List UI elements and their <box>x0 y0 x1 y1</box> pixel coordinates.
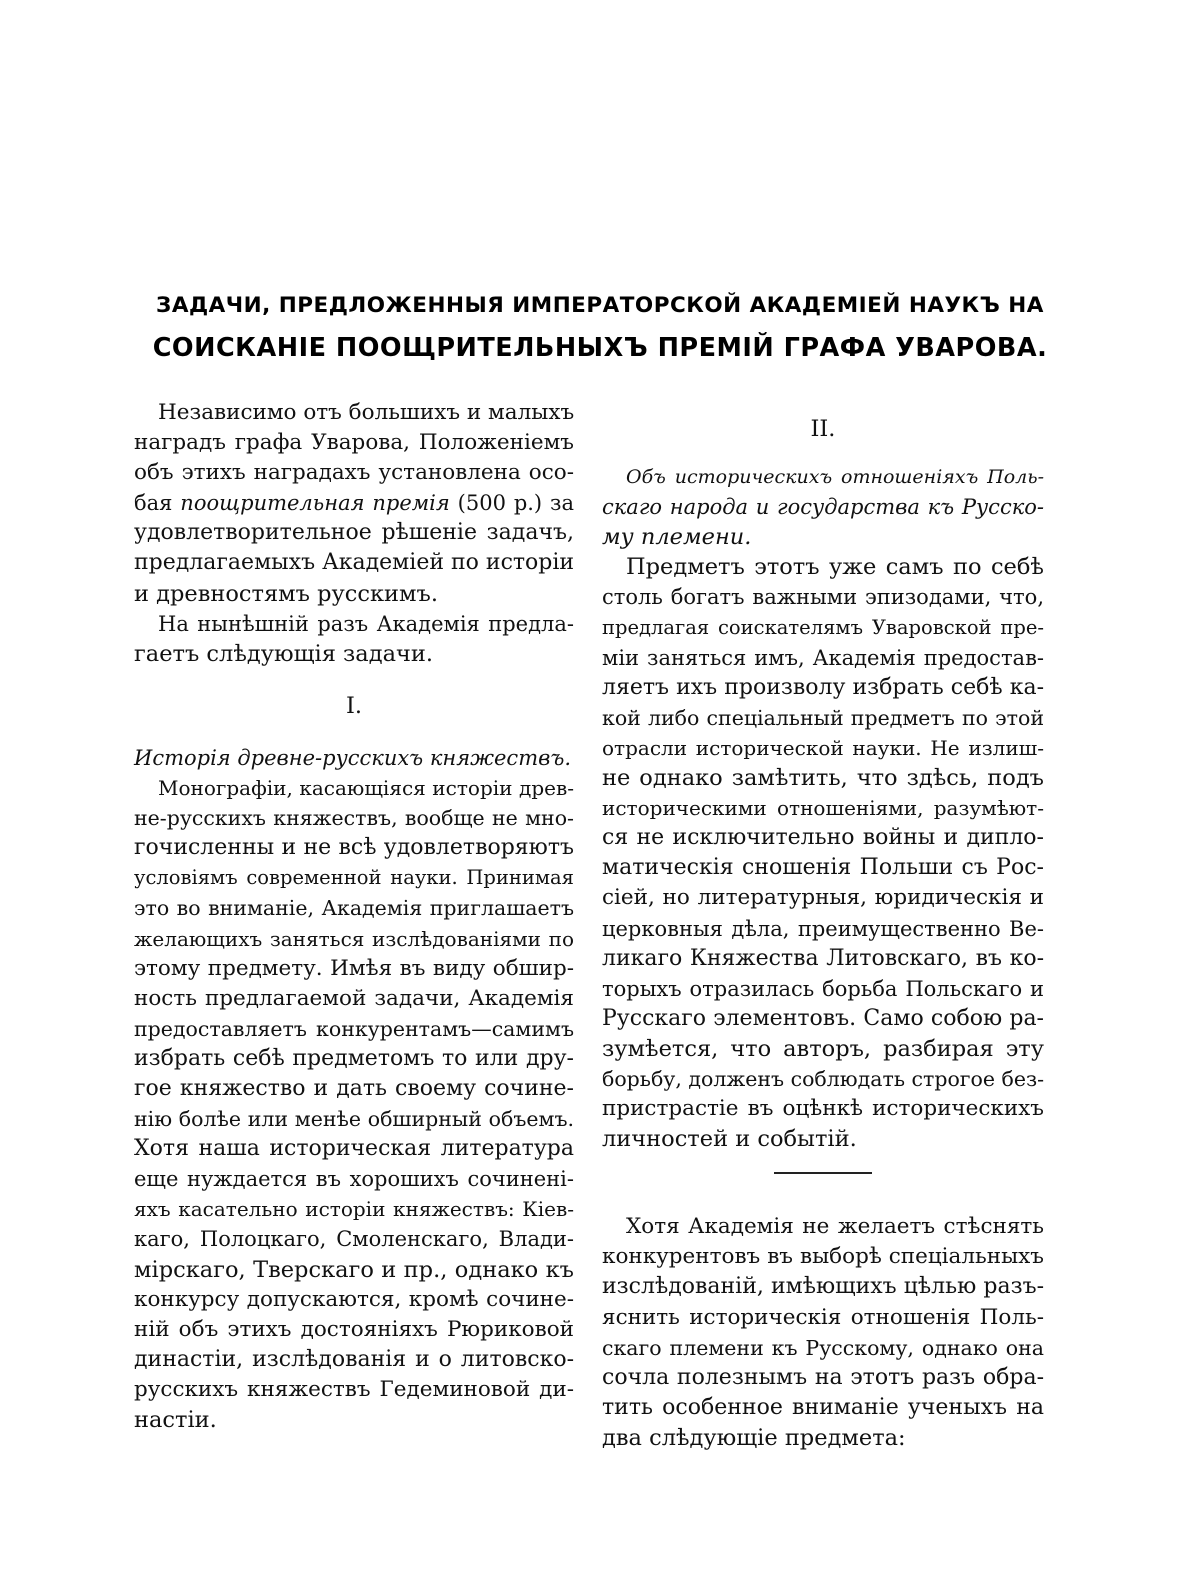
text-line: На нынѣшній разъ Академія предла- <box>158 611 574 636</box>
text-line: изслѣдованій, имѣющихъ цѣлью разъ- <box>602 1274 1044 1300</box>
text-line: это во вниманіе, Академія приглашаетъ <box>134 896 574 921</box>
text-line: матическія сношенія Польши съ Рос- <box>602 855 1044 881</box>
text-line: гаетъ слѣдующія задачи. <box>134 640 434 667</box>
text-line: Хотя Академія не желаетъ стѣснять <box>626 1214 1044 1240</box>
text-line: династіи, изслѣдованія и о литовско- <box>134 1346 574 1372</box>
text-line: ликаго Княжества Литовскаго, въ ко- <box>602 945 1044 971</box>
text-line: скаго племени къ Русскому, однако она <box>602 1335 1044 1360</box>
text-line: Предметъ этотъ уже самъ по себѣ <box>626 554 1044 581</box>
text-line: каго, Полоцкаго, Смоленскаго, Влади- <box>134 1227 574 1252</box>
text-line: русскихъ княжествъ Гедеминовой ди- <box>134 1376 574 1402</box>
text-line: наградъ графа Уварова, Положеніемъ <box>134 430 574 456</box>
text-line: ній объ этихъ достояніяхъ Рюриковой <box>134 1316 574 1342</box>
right-column <box>602 398 1044 1453</box>
text-line: удовлетворительное рѣшеніе задачъ, <box>134 520 574 546</box>
emphasis-text: поощрительная премія <box>180 491 450 516</box>
text-line: историческими отношеніями, разумѣют- <box>602 796 1044 821</box>
text-line: гочисленны и не всѣ удовлетворяютъ <box>134 835 574 861</box>
text-line: настіи. <box>134 1407 217 1433</box>
section-title-line: скаго народа и государства къ Русско- <box>602 495 1044 520</box>
text-line: условіямъ современной науки. Принимая <box>134 866 574 890</box>
text-line: нію болѣе или менѣе обширный объемъ. <box>134 1107 574 1132</box>
text-line: этому предмету. Имѣя въ виду обшир- <box>134 955 574 981</box>
text-line: церковныя дѣла, преимущественно Ве- <box>602 916 1044 941</box>
section-number: I. <box>345 692 363 719</box>
section-number: II. <box>810 416 836 442</box>
left-column <box>134 398 574 1435</box>
text-line: объ этихъ наградахъ установлена осо- <box>134 460 574 486</box>
text-line: ность предлагаемой задачи, Академія <box>134 985 574 1011</box>
text-line: два слѣдующіе предмета: <box>602 1424 906 1451</box>
section-title: Исторія древне-русскихъ княжествъ. <box>134 745 572 770</box>
text-line: пристрастіе въ оцѣнкѣ историческихъ <box>602 1096 1044 1122</box>
text-line: мірскаго, Тверскаго и пр., однако къ <box>134 1256 574 1283</box>
text-line: бая поощрительная премія (500 р.) за <box>134 491 574 516</box>
text-line: міи заняться имъ, Академія предостав- <box>602 645 1044 670</box>
text-line: Русскаго элементовъ. Само собою ра- <box>602 1005 1044 1031</box>
section-title-line: Объ историческихъ отношеніяхъ Поль- <box>626 466 1044 489</box>
title-line-2: СОИСКАНІЕ ПООЩРИТЕЛЬНЫХЪ ПРЕМІЙ ГРАФА УВАРОВА. <box>152 333 1048 363</box>
text-line: зумѣется, что авторъ, разбирая эту <box>602 1035 1044 1062</box>
text-line: Монографіи, касающіяся исторіи древ- <box>158 776 574 801</box>
text-line: яснить историческія отношенія Поль- <box>602 1304 1044 1330</box>
text-line: борьбу, долженъ соблюдать строгое без- <box>602 1066 1045 1091</box>
title-line-1: ЗАДАЧИ, ПРЕДЛОЖЕННЫЯ ИМПЕРАТОРСКОЙ АКАДЕМІЕЙ НАУКЪ НА <box>156 293 1044 318</box>
text-line: предлагая соискателямъ Уваровской пре- <box>602 615 1044 639</box>
text-line: отрасли исторической науки. Не излиш- <box>602 735 1044 760</box>
text-line: ся не исключительно войны и дипло- <box>602 825 1044 851</box>
text-line: ляетъ ихъ произволу избрать себѣ ка- <box>602 674 1044 700</box>
text-line: личностей и событій. <box>602 1126 857 1153</box>
text-line: предоставляетъ конкурентамъ—самимъ <box>134 1016 574 1041</box>
text-line: гое княжество и дать своему сочине- <box>134 1075 574 1101</box>
document-title <box>150 284 1050 370</box>
text-line: и древностямъ русскимъ. <box>134 580 439 607</box>
text-line: торыхъ отразилась борьба Польскаго и <box>602 976 1044 1001</box>
text-line: столь богатъ важными эпизодами, что, <box>602 585 1044 610</box>
text-line: Хотя наша историческая литература <box>134 1136 574 1162</box>
section-title-line: му племени. <box>602 524 752 551</box>
text-line: тить особенное вниманіе ученыхъ на <box>602 1394 1044 1420</box>
text-line: сочла полезнымъ на этотъ разъ обра- <box>602 1364 1044 1390</box>
text-line: желающихъ заняться изслѣдованіями по <box>134 926 574 951</box>
text-line: Независимо отъ большихъ и малыхъ <box>158 400 575 425</box>
text-line: не-русскихъ княжествъ, вообще не мно- <box>134 806 574 831</box>
text-line: конкурентовъ въ выборѣ спеціальныхъ <box>602 1244 1044 1270</box>
text-line: еще нуждается въ хорошихъ сочинені- <box>134 1167 574 1192</box>
text-line: конкурсу допускаются, кромѣ сочине- <box>134 1286 574 1312</box>
text-line: не однако замѣтить, что здѣсь, подъ <box>602 765 1044 792</box>
text-line: сіей, но литературныя, юридическія и <box>602 885 1044 911</box>
text-line: кой либо спеціальный предметъ по этой <box>602 705 1044 730</box>
text-line: яхъ касательно исторіи княжествъ: Кіев- <box>134 1197 574 1222</box>
text-line: избрать себѣ предметомъ то или дру- <box>134 1045 574 1071</box>
text-line: предлагаемыхъ Академіей по исторіи <box>134 550 575 576</box>
